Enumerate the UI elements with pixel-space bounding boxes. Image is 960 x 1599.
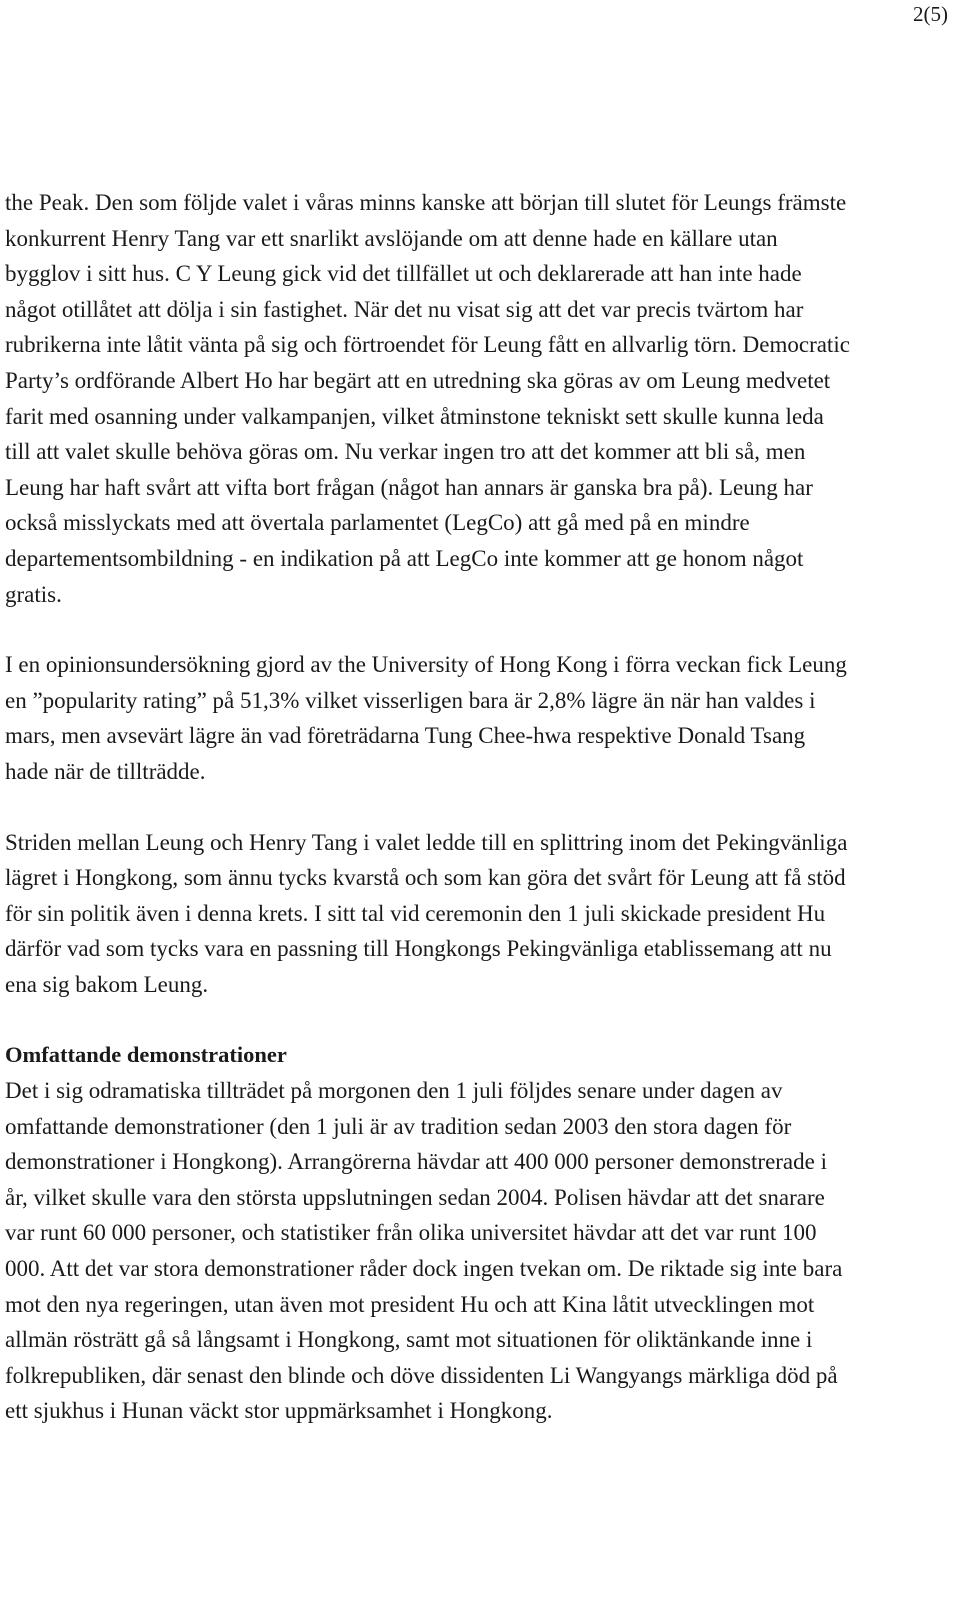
paragraph-spacer: [5, 790, 850, 825]
paragraph-peak: the Peak. Den som följde valet i våras minns kanske att början till slutet för Leungs främste konkurrent Henry Tang var ett snarlikt avslöjande om att denne hade en källare utan bygglov i sitt hus. C Y Leung gick vid det tillfället ut och deklarerade att han inte hade något otillåtet att dölja i sin fastighet. När det nu visat sig att det var precis tvärtom har rubrikerna inte låtit vänta på sig och förtroendet för Leung fått en allvarlig törn. Democratic Party’s ordförande Albert Ho har begärt att en utredning ska göras av om Leung medvetet farit med osanning under valkampanjen, vilket åtminstone tekniskt sett skulle kunna leda till att valet skulle behöva göras om. Nu verkar ingen tro att det kommer att bli så, men Leung har haft svårt att vifta bort frågan (något han annars är ganska bra på). Leung har också misslyckats med att övertala parlamentet (LegCo) att gå med på en mindre departementsombildning - en indikation på att LegCo inte kommer att ge honom något gratis.: [5, 190, 850, 607]
document-body: [5, 185, 850, 1429]
paragraph-opinion-poll: I en opinionsundersökning gjord av the University of Hong Kong i förra veckan fick Leung en ”popularity rating” på 51,3% vilket visserligen bara är 2,8% lägre än när han valdes i mars, men avsevärt lägre än vad företrädarna Tung Chee-hwa respektive Donald Tsang hade när de tillträdde.: [5, 652, 847, 784]
paragraph-split: Striden mellan Leung och Henry Tang i valet ledde till en splittring inom det Pekingvänliga lägret i Hongkong, som ännu tycks kvarstå och som kan göra det svårt för Leung att få stöd för sin politik även i denna krets. I sitt tal vid ceremonin den 1 juli skickade president Hu därför vad som tycks vara en passning till Hongkongs Pekingvänliga etablissemang att nu ena sig bakom Leung.: [5, 829, 848, 997]
paragraph-demonstrations: Det i sig odramatiska tillträdet på morgonen den 1 juli följdes senare under dagen av omfattande demonstrationer (den 1 juli är av tradition sedan 2003 den stora dagen för demonstrationer i Hongkong). Arrangörerna hävdar att 400 000 personer demonstrerade i år, vilket skulle vara den största uppslutningen sedan 2004. Polisen hävdar att det snarare var runt 60 000 personer, och statistiker från olika universitet hävdar att det var runt 100 000. Att det var stora demonstrationer råder dock ingen tvekan om. De riktade sig inte bara mot den nya regeringen, utan även mot president Hu och att Kina låtit utvecklingen mot allmän rösträtt gå så långsamt i Hongkong, samt mot situationen för oliktänkande inne i folkrepubliken, där senast den blinde och döve dissidenten Li Wangyangs märkliga död på ett sjukhus i Hunan väckt stor uppmärksamhet i Hongkong.: [5, 1078, 843, 1424]
page-number: 2(5): [913, 2, 948, 26]
paragraph-spacer: [5, 612, 850, 647]
section-heading: Omfattande demonstrationer: [5, 1042, 287, 1068]
paragraph-spacer: [5, 1002, 850, 1037]
